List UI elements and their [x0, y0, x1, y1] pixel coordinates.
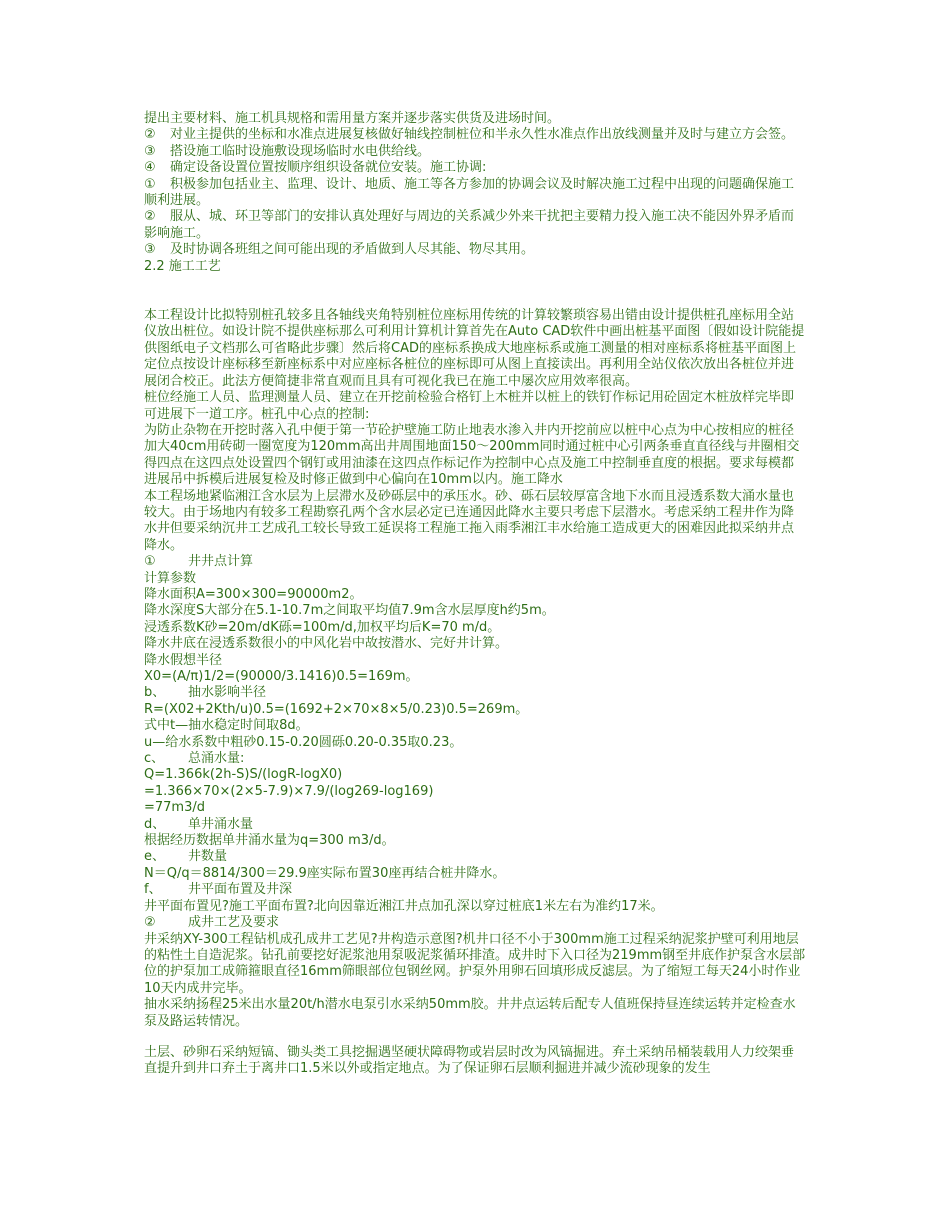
calc-heading-c	[144, 751, 806, 767]
calc-depth: 降水深度S大部分在5.1-10.7m之间取平均值7.9m含水层厚度h约5m。	[144, 603, 555, 619]
well-paragraph-2: 抽水采纳扬程25米出水量20t/h潜水电泵引水采纳50mm胶。井井点运转后配专人值班保持昼连续运转并定检查水泵及路运转情况。	[144, 997, 796, 1029]
item-text: 单井涌水量	[188, 816, 254, 832]
calc-permeability: 浸透系数K砂=20m/dK砾=100m/d,加权平均后K=70 m/d。	[144, 619, 501, 635]
item-number: ②	[144, 915, 156, 931]
calc-heading-e	[144, 849, 806, 865]
item-number: d、	[144, 816, 166, 832]
calc-d-text: 根据经历数据单井涌水量为q=300 m3/d。	[144, 833, 395, 849]
calc-t-note: 式中t—抽水稳定时间取8d。	[144, 718, 309, 734]
item-text: 抽水影响半径	[188, 685, 267, 701]
calc-heading-2	[144, 915, 806, 931]
body-paragraph-2: 桩位经施工人员、监理测量人员、建立在开挖前检验合格钉上木桩并以桩上的铁钉作标记用砼固定木桩放样完毕即可进展下一道工序。桩孔中心点的控制:	[144, 390, 795, 422]
calc-heading-b	[144, 685, 806, 701]
calc-q-result: =77m3/d	[144, 800, 206, 816]
item-text: 井井点计算	[188, 554, 254, 570]
item-number: b、	[144, 685, 166, 701]
coord-item-3	[144, 242, 806, 258]
well-paragraph-1: 井采纳XY-300工程钻机成孔成井工艺见?井构造示意图?机井口径不小于300mm施工过程采纳泥浆护壁可利用地层的粘性土自造泥浆。钻孔前要挖好泥浆池用泵吸泥浆循环排渣。成井时下入口径为219mm钢至井底作护泵含水层部位的护泵加工成筛箍眼直径16mm筛眼部位包钢丝网。护泵外用卵石回填形成反滤层。为了缩短工每天24小时作业10天内成井完毕。	[144, 931, 806, 996]
prep-item-4	[144, 160, 806, 176]
calc-u-note: u—给水系数中粗砂0.15-0.20圆砾0.20-0.35取0.23。	[144, 734, 463, 750]
prep-item-3	[144, 144, 806, 160]
item-number: e、	[144, 849, 165, 865]
body-paragraph-3: 为防止杂物在开挖时落入孔中便于第一节砼护壁施工防止地表水渗入井内开挖前应以桩中心点为中心按相应的桩径加大40cm用砖砌一圈宽度为120mm高出井周围地面150～200mm同时通过桩中心引两条垂直直径线与井圈相交得四点在这四点处设置四个钢钉或用油漆在这四点作标记作为控制中心点及施工中控制垂直度的根据。要求每模都进展吊中拆模后进展复检及时修正做到中心偏向在10mm以内。施工降水	[144, 422, 800, 488]
item-text: 井平面布置及井深	[188, 882, 293, 898]
coord-item-2	[144, 209, 806, 242]
prep-lead: 提出主要材料、施工机具规格和需用量方案并逐步落实供货及进场时间。	[144, 111, 561, 126]
item-text: 积极参加包括业主、监理、设计、地质、施工等各方参加的协调会议及时解决施工过程中出现的问题确保施工顺利进展。	[144, 176, 795, 209]
item-text: 总涌水量:	[188, 751, 245, 767]
excavation-paragraph: 土层、砂卵石采纳短镐、锄头类工具挖掘遇坚硬状障碍物或岩层时改为风镐掘进。弃土采纳吊桶装载用人力绞架垂直提升到井口弃土于离井口1.5米以外或指定地点。为了保证卵石层顺利掘进并减少流砂现象的发生	[144, 1044, 795, 1077]
item-text: 成井工艺及要求	[188, 915, 280, 931]
item-number: ④	[144, 160, 156, 176]
calc-area: 降水面积A=300×300=90000m2。	[144, 586, 363, 602]
coord-item-1	[144, 177, 806, 210]
blank-space	[144, 275, 806, 308]
item-number: ③	[144, 143, 156, 159]
calc-params-title: 计算参数	[144, 570, 197, 586]
calc-heading-d	[144, 817, 806, 833]
body-paragraph-4: 本工程场地紧临湘江含水层为上层滞水及砂砾层中的承压水。砂、砾石层较厚富含地下水而且浸透系数大涌水量也较大。由于场地内有较多工程勘察孔两个含水层必定已连通因此降水主要只考虑下层潜水。考虑采纳工程井作为降水井但要采纳沉井工艺成孔工较长导致工延误将工程施工拖入雨季湘江丰水给施工造成更大的困难因此拟采纳井点降水。	[144, 488, 795, 553]
body-paragraph-1: 本工程设计比拟特别桩孔较多且各轴线夹角特别桩位座标用传统的计算较繁琐容易出错由设计提供桩孔座标用全站仪放出桩位。如设计院不提供座标那么可利用计算机计算首先在Auto CAD软件中画出桩基平面图〔假如设计院能提供图纸电子文档那么可省略此步骤〕然后将CAD的座标系换成大地座标系或施工测量的相对座标系将桩基平面图上定位点按设计座标移至新座标系中对应座标各桩位的座标即可从图上直接读出。再利用全站仪依次放出各桩位并进展闭合校正。此法方便简捷非常直观而且具有可视化我已在施工中屡次应用效率很高。	[144, 308, 805, 389]
item-number: ②	[144, 209, 156, 225]
item-text: 井数量	[188, 849, 228, 865]
item-number: ①	[144, 176, 156, 192]
calc-r-formula: R=(X02+2Kth/u)0.5=(1692+2×70×8×5/0.23)0.5=269m。	[144, 701, 529, 717]
calc-q-formula-2: =1.366×70×(2×5-7.9)×7.9/(log269-log169)	[144, 783, 434, 799]
document-content	[144, 111, 806, 1078]
calc-radius-formula: X0=(A/π)1/2=(90000/3.1416)0.5=169m。	[144, 669, 419, 684]
item-text: 对业主提供的坐标和水准点进展复核做好轴线控制桩位和半永久性水准点作出放线测量并及时与建立方会签。	[170, 127, 795, 143]
calc-e-text: N＝Q/q＝8814/300＝29.9座实际布置30座再结合桩井降水。	[144, 865, 506, 881]
item-number: ②	[144, 127, 156, 143]
item-number: c、	[144, 751, 165, 767]
calc-q-formula-1: Q=1.366k(2h-S)S/(logR-logX0)	[144, 767, 343, 783]
blank-space	[144, 1030, 806, 1045]
calc-heading-1	[144, 554, 806, 570]
item-number: ①	[144, 554, 156, 570]
item-text: 搭设施工临时设施敷设现场临时水电供给线。	[170, 143, 431, 159]
item-text: 服从、城、环卫等部门的安排认真处理好与周边的关系减少外来干扰把主要精力投入施工决不能因外界矛盾而影响施工。	[144, 209, 795, 241]
item-number: f、	[144, 882, 162, 898]
item-text: 确定设备设置位置按顺序组织设备就位安装。施工协调:	[170, 160, 487, 176]
item-text: 及时协调各班组之间可能出现的矛盾做到人尽其能、物尽其用。	[170, 242, 535, 258]
section-heading: 2.2 施工工艺	[144, 258, 221, 274]
calc-f-text: 井平面布置见?施工平面布置?北向因靠近湘江井点加孔深以穿过桩底1米左右为准约17米。	[144, 898, 664, 914]
item-number: ③	[144, 242, 156, 258]
calc-radius-title: 降水假想半径	[144, 652, 223, 668]
calc-bottom: 降水井底在浸透系数很小的中风化岩中故按潜水、完好井计算。	[144, 636, 509, 652]
calc-heading-f	[144, 882, 806, 898]
prep-item-2	[144, 127, 806, 143]
